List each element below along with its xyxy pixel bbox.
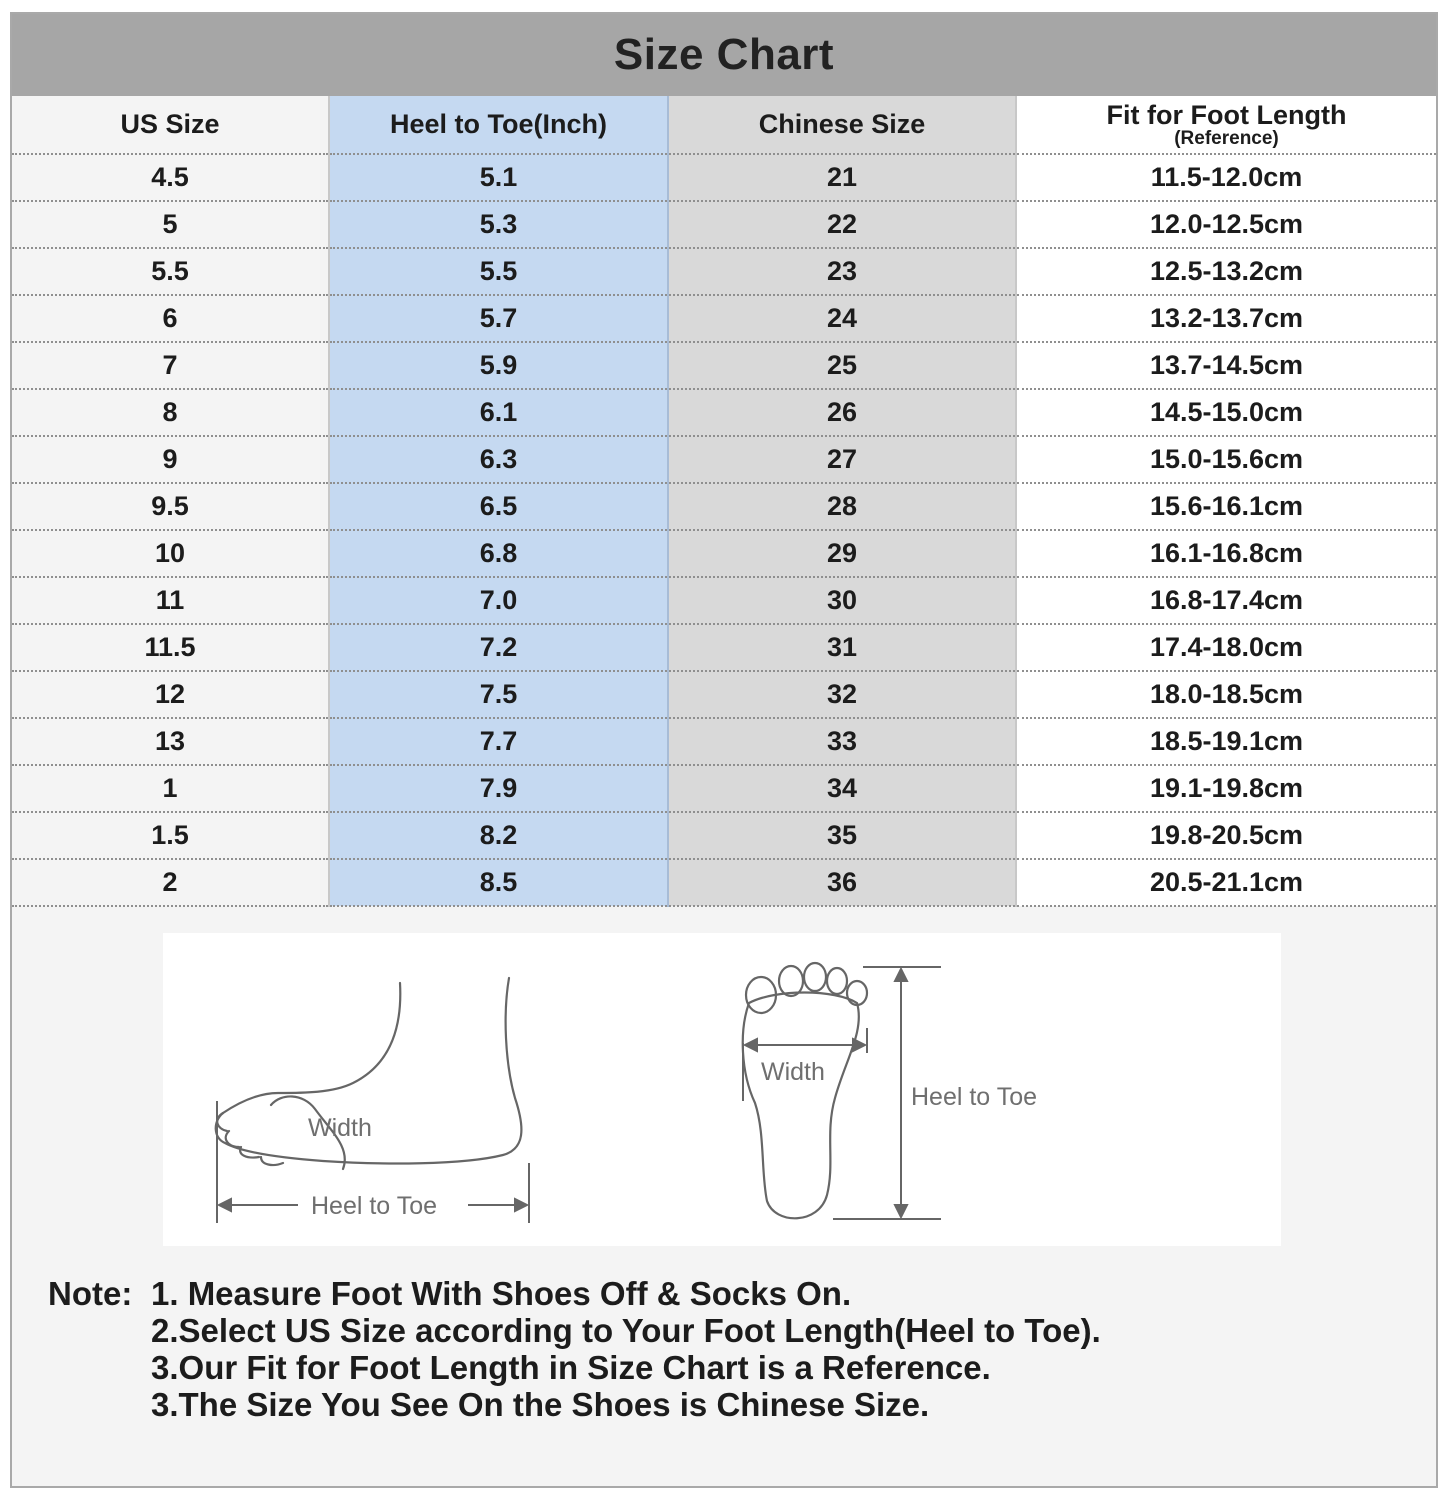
table-row — [12, 154, 1436, 201]
cell-fit-foot-length: 16.1-16.8cm — [1016, 530, 1436, 577]
header-fit-foot-length — [1016, 96, 1436, 154]
cell-us-size: 12 — [12, 671, 329, 718]
cell-chinese-size: 29 — [668, 530, 1016, 577]
cell-us-size: 8 — [12, 389, 329, 436]
page-title: Size Chart — [12, 14, 1436, 96]
cell-us-size: 5.5 — [12, 248, 329, 295]
cell-fit-foot-length: 14.5-15.0cm — [1016, 389, 1436, 436]
cell-heel-to-toe: 6.5 — [329, 483, 668, 530]
cell-chinese-size: 24 — [668, 295, 1016, 342]
cell-us-size: 9 — [12, 436, 329, 483]
sole-toe-5 — [847, 981, 867, 1005]
table-row — [12, 812, 1436, 859]
cell-us-size: 1 — [12, 765, 329, 812]
header-us-size: US Size — [12, 96, 329, 154]
cell-heel-to-toe: 8.2 — [329, 812, 668, 859]
note-prefix: Note: — [48, 1275, 133, 1312]
cell-fit-foot-length: 12.5-13.2cm — [1016, 248, 1436, 295]
cell-chinese-size: 21 — [668, 154, 1016, 201]
note-item: 2.Select US Size according to Your Foot Length(Heel to Toe). — [151, 1312, 1101, 1349]
side-heel-to-toe-label: Heel to Toe — [311, 1192, 438, 1220]
cell-fit-foot-length: 13.7-14.5cm — [1016, 342, 1436, 389]
table-body — [12, 154, 1436, 906]
foot-measurement-diagram — [163, 933, 1281, 1246]
cell-heel-to-toe: 7.2 — [329, 624, 668, 671]
cell-heel-to-toe: 8.5 — [329, 859, 668, 906]
note-item: 3.The Size You See On the Shoes is Chinese Size. — [151, 1386, 930, 1423]
table-row — [12, 342, 1436, 389]
sole-foot-outline — [743, 993, 859, 1219]
table-row — [12, 530, 1436, 577]
cell-us-size: 6 — [12, 295, 329, 342]
cell-chinese-size: 27 — [668, 436, 1016, 483]
cell-heel-to-toe: 5.3 — [329, 201, 668, 248]
table-row — [12, 389, 1436, 436]
table-row — [12, 248, 1436, 295]
cell-chinese-size: 22 — [668, 201, 1016, 248]
cell-fit-foot-length: 13.2-13.7cm — [1016, 295, 1436, 342]
cell-chinese-size: 33 — [668, 718, 1016, 765]
note-row — [48, 1275, 1418, 1312]
side-foot-toes — [217, 1113, 283, 1165]
sole-width-label: Width — [761, 1058, 825, 1086]
cell-fit-foot-length: 11.5-12.0cm — [1016, 154, 1436, 201]
cell-chinese-size: 25 — [668, 342, 1016, 389]
cell-heel-to-toe: 7.9 — [329, 765, 668, 812]
cell-fit-foot-length: 15.6-16.1cm — [1016, 483, 1436, 530]
header-chinese-size: Chinese Size — [668, 96, 1016, 154]
table-row — [12, 295, 1436, 342]
cell-heel-to-toe: 6.1 — [329, 389, 668, 436]
foot-diagram-svg — [163, 933, 1281, 1246]
cell-fit-foot-length: 16.8-17.4cm — [1016, 577, 1436, 624]
cell-us-size: 7 — [12, 342, 329, 389]
cell-heel-to-toe: 5.1 — [329, 154, 668, 201]
note-item: 1. Measure Foot With Shoes Off & Socks On. — [151, 1275, 852, 1312]
cell-chinese-size: 31 — [668, 624, 1016, 671]
table-row — [12, 765, 1436, 812]
cell-us-size: 11 — [12, 577, 329, 624]
sole-toe-2 — [779, 966, 803, 996]
cell-us-size: 2 — [12, 859, 329, 906]
cell-us-size: 1.5 — [12, 812, 329, 859]
cell-fit-foot-length: 18.5-19.1cm — [1016, 718, 1436, 765]
cell-chinese-size: 28 — [668, 483, 1016, 530]
cell-heel-to-toe: 7.0 — [329, 577, 668, 624]
cell-fit-foot-length: 18.0-18.5cm — [1016, 671, 1436, 718]
table-row — [12, 859, 1436, 906]
cell-fit-foot-length: 12.0-12.5cm — [1016, 201, 1436, 248]
sole-toe-3 — [804, 963, 826, 991]
measurement-notes — [48, 1275, 1418, 1423]
table-row — [12, 483, 1436, 530]
sole-toe-4 — [827, 968, 847, 994]
cell-fit-foot-length: 20.5-21.1cm — [1016, 859, 1436, 906]
cell-fit-foot-length: 19.8-20.5cm — [1016, 812, 1436, 859]
cell-fit-foot-length: 19.1-19.8cm — [1016, 765, 1436, 812]
table-row — [12, 201, 1436, 248]
cell-us-size: 9.5 — [12, 483, 329, 530]
sole-heel-to-toe-label: Heel to Toe — [911, 1083, 1038, 1111]
cell-heel-to-toe: 7.5 — [329, 671, 668, 718]
cell-fit-foot-length: 17.4-18.0cm — [1016, 624, 1436, 671]
header-fit-reference: (Reference) — [1174, 127, 1279, 149]
table-header-row — [12, 96, 1436, 154]
cell-chinese-size: 35 — [668, 812, 1016, 859]
table-row — [12, 436, 1436, 483]
note-row — [48, 1312, 1418, 1349]
table-row — [12, 671, 1436, 718]
cell-heel-to-toe: 5.5 — [329, 248, 668, 295]
note-row — [48, 1386, 1418, 1423]
cell-chinese-size: 36 — [668, 859, 1016, 906]
cell-chinese-size: 26 — [668, 389, 1016, 436]
size-table — [12, 96, 1436, 907]
header-heel-to-toe: Heel to Toe(Inch) — [329, 96, 668, 154]
cell-us-size: 5 — [12, 201, 329, 248]
cell-heel-to-toe: 6.3 — [329, 436, 668, 483]
header-fit-title: Fit for Foot Length — [1106, 99, 1347, 130]
cell-chinese-size: 30 — [668, 577, 1016, 624]
cell-fit-foot-length: 15.0-15.6cm — [1016, 436, 1436, 483]
table-row — [12, 718, 1436, 765]
table-row — [12, 624, 1436, 671]
side-width-label: Width — [308, 1114, 372, 1142]
size-chart-frame — [10, 12, 1438, 1488]
cell-chinese-size: 32 — [668, 671, 1016, 718]
note-item: 3.Our Fit for Foot Length in Size Chart is a Reference. — [151, 1349, 991, 1386]
cell-us-size: 11.5 — [12, 624, 329, 671]
cell-us-size: 4.5 — [12, 154, 329, 201]
sole-foot-illustration — [743, 963, 867, 1218]
cell-chinese-size: 23 — [668, 248, 1016, 295]
cell-heel-to-toe: 5.7 — [329, 295, 668, 342]
cell-heel-to-toe: 7.7 — [329, 718, 668, 765]
note-row — [48, 1349, 1418, 1386]
cell-chinese-size: 34 — [668, 765, 1016, 812]
cell-heel-to-toe: 6.8 — [329, 530, 668, 577]
cell-us-size: 10 — [12, 530, 329, 577]
table-row — [12, 577, 1436, 624]
cell-us-size: 13 — [12, 718, 329, 765]
cell-heel-to-toe: 5.9 — [329, 342, 668, 389]
